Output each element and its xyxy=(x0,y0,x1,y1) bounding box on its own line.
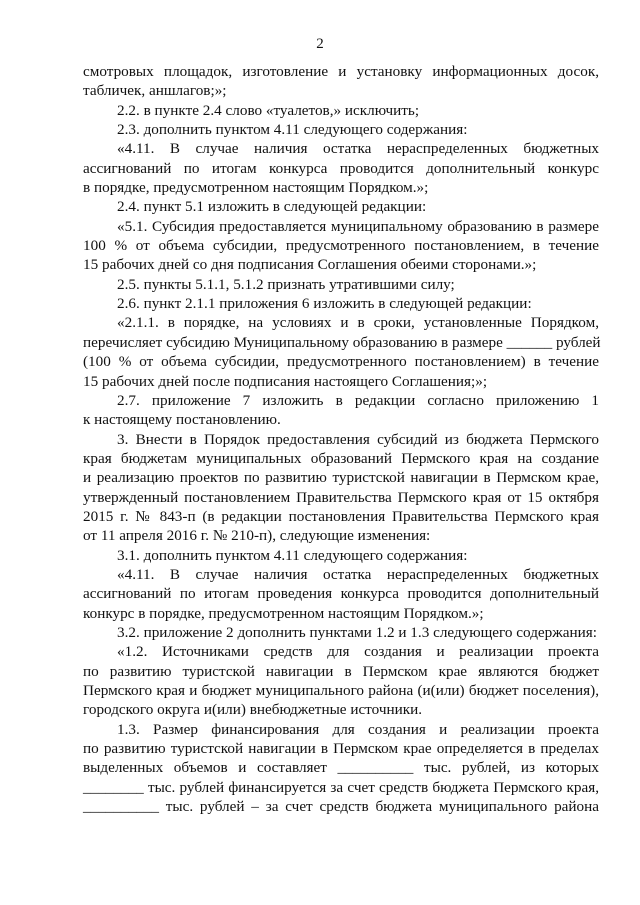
page-number: 2 xyxy=(316,36,324,52)
text-line: ассигнований по итогам конкурса проводится дополнительный конкурс xyxy=(83,159,599,177)
text-line: «4.11. В случае наличия остатка нераспределенных бюджетных xyxy=(117,140,599,158)
text-line: 2.3. дополнить пунктом 4.11 следующего содержания: xyxy=(117,121,468,139)
text-line: ________ тыс. рублей финансируется за счет средств бюджета Пермского края, xyxy=(83,778,599,796)
text-line: (100 % от объема субсидии, предусмотренного постановлением) в течение xyxy=(83,353,599,371)
text-line: конкурс в порядке, предусмотренном настоящим Порядком.»; xyxy=(83,604,484,622)
text-line: «2.1.1. в порядке, на условиях и в сроки, установленные Порядком, xyxy=(117,314,599,332)
text-line: края бюджетам муниципальных образований Пермского края на создание xyxy=(83,449,599,467)
text-line: «1.2. Источниками средств для создания и реализации проекта xyxy=(117,643,599,661)
text-line: ассигнований по итогам проведения конкурса проводится дополнительный xyxy=(83,585,599,603)
text-line: 2.4. пункт 5.1 изложить в следующей редакции: xyxy=(117,198,427,216)
text-line: 15 рабочих дней после подписания настоящего Соглашения;»; xyxy=(83,372,488,390)
text-line: по развитию туристской навигации в Пермском крае являются бюджет xyxy=(83,662,599,680)
text-line: «5.1. Субсидия предоставляется муниципальному образованию в размере xyxy=(117,217,599,235)
text-line: __________ тыс. рублей – за счет средств бюджета муниципального района xyxy=(83,798,599,816)
text-line: по развитию туристской навигации в Пермском крае определяется в пределах xyxy=(83,740,599,758)
text-line: от 11 апреля 2016 г. № 210-п), следующие изменения: xyxy=(83,527,431,545)
text-line: 15 рабочих дней со дня подписания Соглашения обеими сторонами.»; xyxy=(83,256,537,274)
text-line: утвержденный постановлением Правительства Пермского края от 15 октября xyxy=(83,488,599,506)
text-line: выделенных объемов и составляет __________ тыс. рублей, из которых xyxy=(83,759,599,777)
text-line: 3.1. дополнить пунктом 4.11 следующего содержания: xyxy=(117,546,468,564)
text-line: 100 % от объема субсидии, предусмотренного постановлением, в течение xyxy=(83,237,599,255)
text-line: 2015 г. № 843-п (в редакции постановления Правительства Пермского края xyxy=(83,507,599,525)
text-line: в порядке, предусмотренном настоящим Порядком.»; xyxy=(83,179,429,197)
text-line: Пермского края и бюджет муниципального района (и(или) бюджет поселения), xyxy=(83,682,599,699)
text-line: перечисляет субсидию Муниципальному образованию в размере ______ рублей xyxy=(83,333,601,351)
text-line: 1.3. Размер финансирования для создания и реализации проекта xyxy=(117,720,599,738)
text-line: к настоящему постановлению. xyxy=(83,411,281,429)
text-line: 3.2. приложение 2 дополнить пунктами 1.2 и 1.3 следующего содержания: xyxy=(117,623,597,641)
text-line: 2.6. пункт 2.1.1 приложения 6 изложить в следующей редакции: xyxy=(117,295,532,313)
text-line: 2.5. пункты 5.1.1, 5.1.2 признать утратившими силу; xyxy=(117,275,455,293)
text-line: «4.11. В случае наличия остатка нераспределенных бюджетных xyxy=(117,565,599,583)
document-body xyxy=(83,62,599,816)
text-line: 2.2. в пункте 2.4 слово «туалетов,» исключить; xyxy=(117,101,420,119)
text-line: табличек, аншлагов;»; xyxy=(83,82,227,100)
text-line: смотровых площадок, изготовление и установку информационных досок, xyxy=(83,63,599,80)
text-line: 2.7. приложение 7 изложить в редакции согласно приложению 1 xyxy=(117,391,599,409)
text-line: городского округа и(или) внебюджетные источники. xyxy=(83,701,423,719)
text-line: 3. Внести в Порядок предоставления субсидий из бюджета Пермского xyxy=(117,430,599,448)
text-line: и реализацию проектов по развитию туристской навигации в Пермском крае, xyxy=(83,469,599,487)
